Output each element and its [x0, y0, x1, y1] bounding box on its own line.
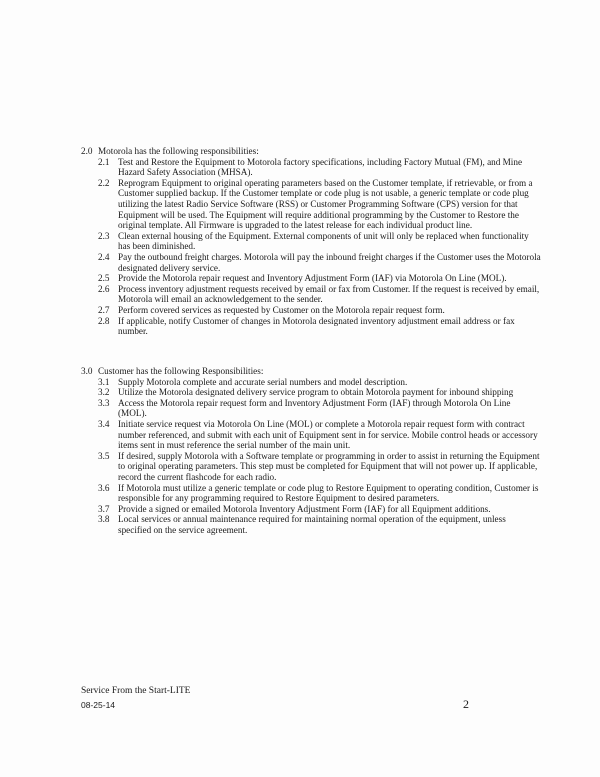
page-number: 2 [463, 697, 469, 711]
list-item [98, 387, 541, 398]
item-number: 3.1 [98, 376, 110, 387]
list-item [98, 316, 541, 337]
item-number: 2.6 [98, 283, 110, 294]
list-item [98, 157, 541, 178]
list-item [98, 377, 541, 388]
section-number: 3.0 [81, 366, 93, 376]
section-title: Customer has the following Responsibilities: [98, 366, 264, 376]
list-item [98, 273, 541, 284]
list-item [98, 419, 541, 451]
item-text: Provide a signed or emailed Motorola Inventory Adjustment Form (IAF) for all Equipment additions. [118, 503, 491, 514]
item-text: Access the Motorola repair request form and Inventory Adjustment Form (IAF) through Motorola On Line (MOL). [118, 397, 511, 419]
item-text: Clean external housing of the Equipment. External components of unit will only be replaced when functionality has been diminished. [118, 230, 529, 252]
list-item [98, 178, 541, 231]
item-number: 3.2 [98, 387, 110, 398]
item-text: Local services or annual maintenance required for maintaining normal operation of the equipment, unless specified on the service agreement. [118, 514, 506, 535]
section-title: Motorola has the following responsibilities: [98, 146, 259, 156]
item-text: Initiate service request via Motorola On Line (MOL) or complete a Motorola repair request form with contract number referenced, and submit with each unit of Equipment sent in for service. Mobile control heads or accessory items sent in must reference the serial number of the main unit. [118, 418, 538, 451]
item-number: 3.3 [98, 397, 110, 408]
item-number: 3.5 [98, 450, 110, 461]
item-text: Pay the outbound freight charges. Motorola will pay the inbound freight charges if the Customer uses the Motorola designated delivery service. [118, 251, 541, 273]
list-item [98, 231, 541, 252]
item-text: Provide the Motorola repair request and Inventory Adjustment Form (IAF) via Motorola On Line (MOL). [118, 273, 507, 284]
item-text: Test and Restore the Equipment to Motorola factory specifications, including Factory Mutual (FM), and Mine Hazard Safety Association (MHSA). [118, 156, 523, 178]
item-number: 2.8 [98, 315, 110, 326]
list-item [98, 451, 541, 483]
list-item [98, 284, 541, 305]
list-item [98, 483, 541, 504]
list-item [98, 504, 541, 515]
item-text: Process inventory adjustment requests received by email or fax from Customer. If the request is received by email, Motorola will email an acknowledgement to the sender. [118, 283, 540, 305]
item-text: Reprogram Equipment to original operating parameters based on the Customer template, if retrievable, or from a Customer supplied backup. If the Customer template or code plug is not usable, a generic template or code plug utilizing the latest Radio Service Software (RSS) or Customer Programming Software (CPS) version for that Equipment will be used. The Equipment will require additional programming by the Customer to Restore the original template. All Firmware is upgraded to the latest release for each individual product line. [118, 177, 533, 231]
item-text: Supply Motorola complete and accurate serial numbers and model description. [118, 376, 408, 387]
item-number: 3.8 [98, 514, 110, 525]
item-number: 2.3 [98, 230, 110, 241]
section-heading [81, 366, 541, 377]
section-customer-responsibilities [81, 366, 541, 536]
item-number: 3.6 [98, 482, 110, 493]
footer-date: 08-25-14 [81, 700, 116, 710]
item-text: Perform covered services as requested by Customer on the Motorola repair request form. [118, 304, 445, 315]
item-text: If applicable, notify Customer of changes in Motorola designated inventory adjustment email address or fax number. [118, 315, 515, 337]
list-item [98, 252, 541, 273]
footer-title: Service From the Start-LITE [81, 686, 191, 696]
item-number: 2.5 [98, 273, 110, 284]
item-number: 2.2 [98, 177, 110, 188]
item-number: 3.7 [98, 503, 110, 514]
list-item [98, 398, 541, 419]
item-number: 2.4 [98, 251, 110, 262]
list-item [98, 514, 541, 535]
section-heading [81, 146, 541, 157]
item-number: 2.1 [98, 156, 110, 167]
item-text: If desired, supply Motorola with a Software template or programming in order to assist in returning the Equipment to original operating parameters. This step must be completed for Equipment that will not power up. If applicable, record the current flashcode for each radio. [118, 450, 540, 482]
item-text: If Motorola must utilize a generic template or code plug to Restore Equipment to operating condition, Customer is responsible for any programming required to Restore Equipment to desired parameters. [118, 482, 539, 504]
item-number: 2.7 [98, 304, 110, 315]
item-number: 3.4 [98, 418, 110, 429]
section-number: 2.0 [81, 146, 93, 156]
section-motorola-responsibilities [81, 146, 541, 337]
list-item [98, 305, 541, 316]
item-text: Utilize the Motorola designated delivery service program to obtain Motorola payment for inbound shipping [118, 387, 514, 398]
